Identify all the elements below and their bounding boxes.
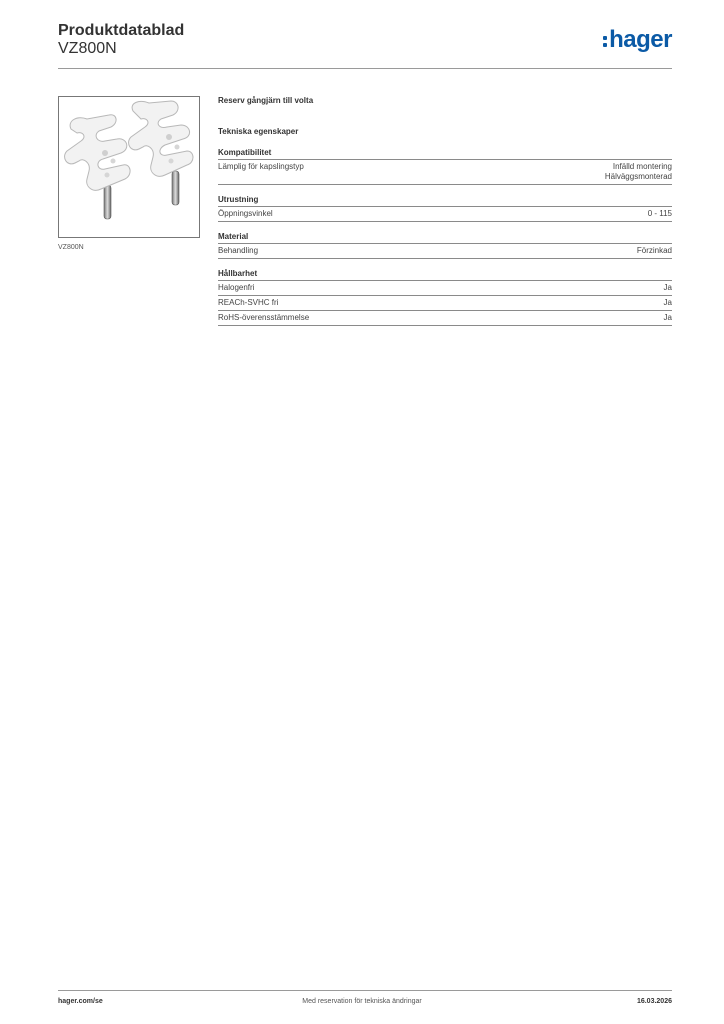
group-title: Utrustning (218, 195, 672, 207)
spec-label: Halogenfri (218, 283, 255, 292)
spec-value: 0 - 115 (647, 209, 672, 218)
footer-date: 16.03.2026 (636, 998, 672, 1005)
section-heading: Tekniska egenskaper (218, 127, 299, 136)
product-code: VZ800N (58, 40, 117, 57)
footer-divider (58, 990, 672, 991)
spec-value: Ja (663, 313, 672, 322)
image-caption: VZ800N (58, 244, 84, 251)
group-title: Material (218, 232, 672, 244)
spec-content (218, 96, 672, 336)
spec-label: Öppningsvinkel (218, 209, 273, 218)
spec-group-material (218, 232, 672, 259)
spec-value: Ja (663, 298, 672, 307)
spec-value: Ja (663, 283, 672, 292)
spec-group-utrustning (218, 195, 672, 222)
spec-group-kompatibilitet (218, 148, 672, 185)
spec-label: RoHS-överensstämmelse (218, 313, 310, 322)
spec-row (218, 160, 672, 185)
spec-group-hallbarhet (218, 269, 672, 326)
header-divider (58, 68, 672, 69)
group-title: Kompatibilitet (218, 148, 672, 160)
product-name: Reserv gångjärn till volta (218, 96, 314, 105)
logo-text: hager (609, 26, 672, 53)
logo-dots-icon (603, 36, 607, 47)
page-title: Produktdatablad (58, 22, 185, 39)
spec-value: Förzinkad (636, 246, 672, 255)
group-title: Hållbarhet (218, 269, 672, 281)
spec-value (605, 162, 672, 182)
spec-value-line: Hälväggsmonterad (604, 172, 672, 181)
spec-row (218, 244, 672, 259)
footer-website-link[interactable]: hager.com/se (58, 998, 103, 1005)
spec-row (218, 207, 672, 222)
spec-label: Lämplig för kapslingstyp (218, 162, 304, 171)
footer-disclaimer: Med reservation för tekniska ändringar (302, 998, 422, 1005)
spec-label: REACh-SVHC fri (218, 298, 279, 307)
spec-row (218, 281, 672, 296)
hinge-product-icon (59, 97, 199, 237)
spec-label: Behandling (218, 246, 259, 255)
hager-logo (603, 28, 672, 52)
product-image (58, 96, 200, 238)
spec-value-line: Infälld montering (612, 162, 672, 171)
spec-row (218, 311, 672, 326)
spec-row (218, 296, 672, 311)
